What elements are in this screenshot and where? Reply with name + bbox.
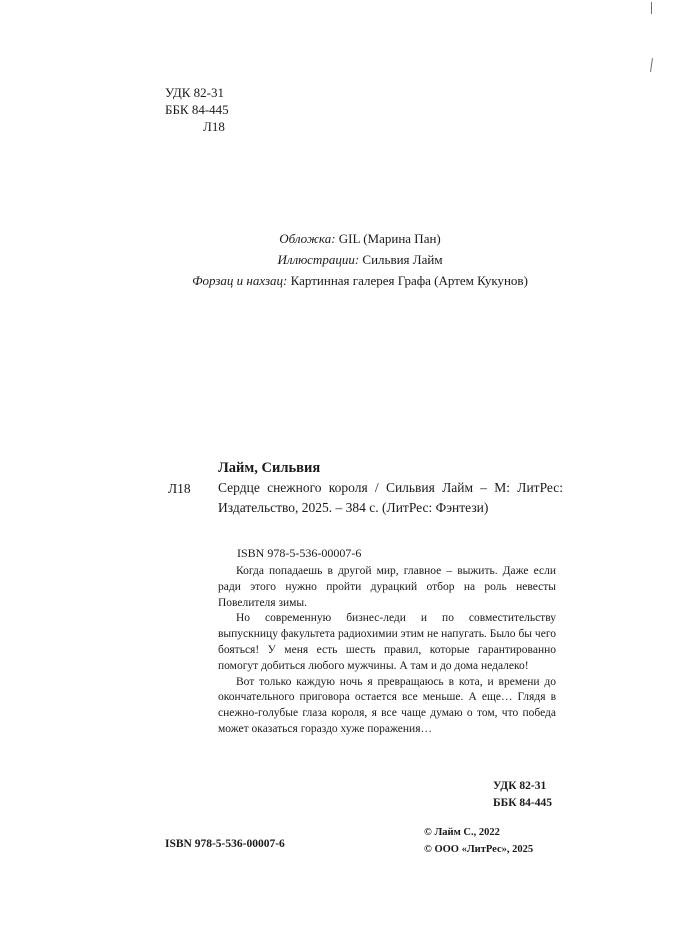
endpaper-credit [160,270,560,291]
udk-code: УДК 82-31 [165,85,225,100]
classification-codes-bottom [493,778,552,812]
cover-label: Обложка: [279,231,336,246]
illustrations-label: Иллюстрации: [277,252,360,267]
footer-isbn: ISBN 978-5-536-00007-6 [165,838,285,850]
author-mark: Л18 [203,119,225,134]
copyright-publisher: © ООО «ЛитРес», 2025 [424,844,534,855]
scan-edge-mark [651,2,652,14]
classification-codes [165,84,229,135]
udk-code-bottom: УДК 82-31 [493,780,547,792]
annotation [218,564,556,738]
illustrations-credit [160,249,560,270]
bibliography-description: Сердце снежного короля / Сильвия Лайм – М: ЛитРес: Издательство, 2025. – 384 с. (ЛитРес: Фэнтези) [218,480,563,515]
endpaper-value: Картинная галерея Графа (Артем Кукунов) [290,273,528,288]
credits-block [160,228,560,291]
copyright-block [424,824,533,858]
cover-value: GIL (Марина Пан) [338,231,441,246]
copyright-author: © Лайм С., 2022 [424,827,500,838]
bibliography-author: Лайм, Сильвия [218,460,321,476]
illustrations-value: Сильвия Лайм [362,252,443,267]
cover-credit [160,228,560,249]
endpaper-label: Форзац и нахзац: [192,273,288,288]
bibliography-author-mark: Л18 [168,481,191,496]
bibliography-isbn: ISBN 978-5-536-00007-6 [237,546,362,560]
annotation-paragraph: Вот только каждую ночь я превращаюсь в кота, и времени до окончательного приговора остается все меньше. А еще… Глядя в снежно-голубые глаза короля, я все чаще думаю о том, что победа может оказаться гораздо хуже поражения… [218,675,556,735]
bbk-code: ББК 84-445 [165,102,229,117]
annotation-paragraph: Когда попадаешь в другой мир, главное – выжить. Даже если ради этого нужно пройти дурацкий отбор на роль невесты Повелителя зимы. [218,565,556,609]
scan-edge-mark [650,58,653,72]
annotation-paragraph: Но современную бизнес-леди и по совместительству выпускницу факультета радиохимии этим не напугать. Было бы чего бояться! У меня есть шесть правил, которые гарантированно помогут добиться любого мужчины. А там и до дома недалеко! [218,612,556,672]
bbk-code-bottom: ББК 84-445 [493,797,552,809]
